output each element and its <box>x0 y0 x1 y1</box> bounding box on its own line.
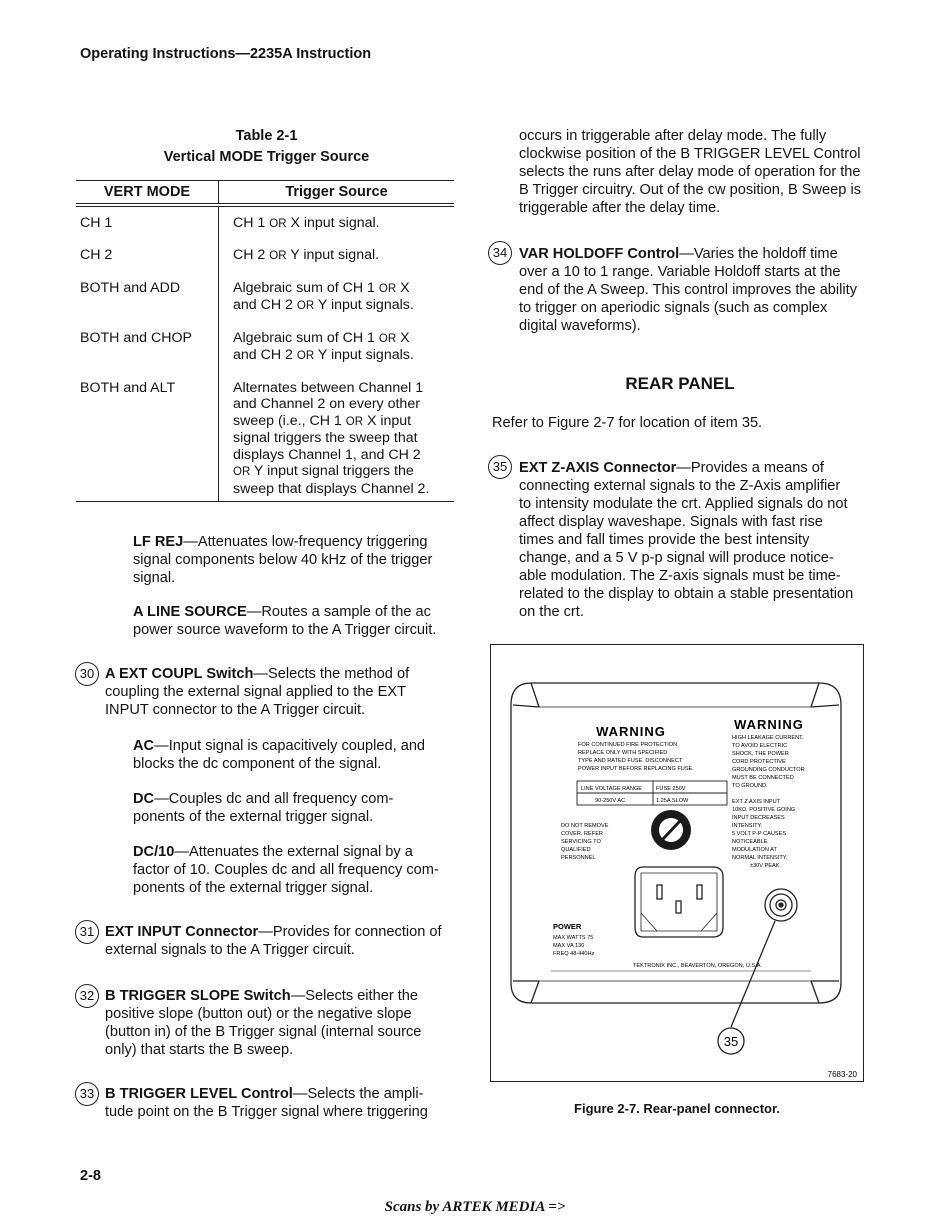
item-number-32: 32 <box>75 984 99 1008</box>
power-title: POWER <box>553 922 582 931</box>
ac-paragraph: AC—Input signal is capacitively coupled, and blocks the dc component of the signal. <box>133 738 426 772</box>
warning-left-title: WARNING <box>596 724 666 739</box>
table-row <box>76 272 454 322</box>
warning-right-line: HIGH LEAKAGE CURRENT. <box>732 735 804 741</box>
service-line: DO NOT REMOVE <box>561 823 609 829</box>
warning-left-line: REPLACE ONLY WITH SPECIFIED <box>578 750 668 756</box>
maker-text: TEKTRONIX INC., BEAVERTON, OREGON, U.S.A. <box>633 963 762 969</box>
figure-caption: Figure 2-7. Rear-panel connector. <box>574 1101 780 1116</box>
zaxis-line: MODULATION AT <box>732 847 777 853</box>
zaxis-line: NOTICEABLE <box>732 839 768 845</box>
item-number-30: 30 <box>75 662 99 686</box>
warning-right-line: TO AVOID ELECTRIC <box>732 743 788 749</box>
source-cell: Alternates between Channel 1 and Channel 2 on every other sweep (i.e., CH 1 OR X input signal triggers the sweep that displays Channel 1, and CH 2 OR Y input signal triggers the sweep that displays Channel 2. <box>219 372 455 502</box>
item-number-35: 35 <box>488 455 512 479</box>
vertical-mode-table <box>76 180 454 502</box>
table-row <box>76 239 454 272</box>
a-line-source-paragraph: A LINE SOURCE—Routes a sample of the ac power source waveform to the A Trigger circuit. <box>133 604 437 638</box>
warning-right-line: GROUNDING CONDUCTOR <box>732 767 805 773</box>
warning-right-line: CORD PROTECTIVE <box>732 759 786 765</box>
rear-panel-heading: REAR PANEL <box>625 374 735 393</box>
page-number: 2-8 <box>80 1168 101 1184</box>
warning-right-title: WARNING <box>734 717 804 732</box>
power-line: MAX WATTS 75 <box>553 935 594 941</box>
callout-35: 35 <box>723 1034 739 1049</box>
dc10-paragraph: DC/10—Attenuates the external signal by a factor of 10. Couples dc and all frequency com- ponents of the external trigger signal. <box>133 844 439 896</box>
item-34-paragraph: VAR HOLDOFF Control—Varies the holdoff time over a 10 to 1 range. Variable Holdoff starts at the end of the A Sweep. This control improves the ability to trigger on aperiodic signals (such as complex digital waveforms). <box>519 246 858 334</box>
source-cell: Algebraic sum of CH 1 OR X and CH 2 OR Y input signals. <box>233 279 414 313</box>
warning-left-line: TYPE AND RATED FUSE. DISCONNECT <box>578 758 683 764</box>
mode-cell: BOTH and ALT <box>76 372 219 502</box>
item-number-31: 31 <box>75 920 99 944</box>
rear-panel-illustration <box>491 645 863 1081</box>
zaxis-line: 10KΩ. POSITIVE GOING <box>732 807 796 813</box>
zaxis-line: 5 VOLT P-P CAUSES <box>732 831 787 837</box>
refer-paragraph: Refer to Figure 2-7 for location of item 35. <box>492 415 763 431</box>
zaxis-line: INPUT DECREASES <box>732 815 785 821</box>
continued-paragraph: occurs in triggerable after delay mode. The fully clockwise position of the B TRIGGER LEVEL Control selects the runs after delay mode of operation for the B Trigger circuitry. Out of the cw position, B Sweep is triggerable after the delay time. <box>519 128 862 216</box>
fuse-table-cell: FUSE 250V <box>656 786 686 792</box>
page-header: Operating Instructions—2235A Instruction <box>80 46 372 62</box>
service-line: PERSONNEL <box>561 855 596 861</box>
zaxis-line: NORMAL INTENSITY. <box>732 855 788 861</box>
table-header-row <box>76 181 454 205</box>
dc-paragraph: DC—Couples dc and all frequency com- ponents of the external trigger signal. <box>133 791 394 825</box>
table-row <box>76 205 454 240</box>
table-subtitle: Vertical MODE Trigger Source <box>163 149 370 165</box>
mode-cell: CH 1 <box>76 205 219 240</box>
zaxis-line: ±30V PEAK <box>750 863 780 869</box>
service-line: QUALIFIED <box>561 847 591 853</box>
mode-cell: CH 2 <box>76 239 219 272</box>
source-cell: CH 2 OR Y input signal. <box>233 247 380 263</box>
footer-credit: Scans by ARTEK MEDIA => <box>384 1199 566 1215</box>
item-35-paragraph: EXT Z-AXIS Connector—Provides a means of connecting external signals to the Z-Axis amplifier to intensity modulate the crt. Applied signals do not affect display waveshape. Signals with fast rise times and fall times provide the best intensity change, and a 5 V p-p signal will produce notice- able modulation. The Z-axis signals must be time- related to the display to obtain a stable presentation on the crt. <box>519 460 854 620</box>
fuse-table-cell: LINE VOLTAGE RANGE <box>581 786 643 792</box>
table-row <box>76 322 454 372</box>
service-line: COVER. REFER <box>561 831 603 837</box>
fuse-table-cell: 90-250V AC <box>595 798 626 804</box>
power-line: MAX VA 130 <box>553 943 585 949</box>
item-31-paragraph: EXT INPUT Connector—Provides for connection of external signals to the A Trigger circuit. <box>105 924 442 958</box>
mode-cell: BOTH and CHOP <box>76 322 219 372</box>
warning-left-line: POWER INPUT BEFORE REPLACING FUSE. <box>578 766 694 772</box>
table-title: Table 2-1 <box>235 128 298 144</box>
service-line: SERVICING TO <box>561 839 601 845</box>
zaxis-line: INTENSITY. <box>732 823 763 829</box>
figure-id: 7683-20 <box>827 1070 857 1079</box>
source-cell: CH 1 OR X input signal. <box>233 214 380 231</box>
warning-right-line: SHOCK, THE POWER <box>732 751 789 757</box>
power-line: FREQ 48-440Hz <box>553 951 595 957</box>
item-number-33: 33 <box>75 1082 99 1106</box>
source-cell: Algebraic sum of CH 1 OR X and CH 2 OR Y input signals. <box>233 329 414 363</box>
zaxis-line: EXT Z AXIS INPUT <box>732 799 781 805</box>
warning-left-line: FOR CONTINUED FIRE PROTECTION <box>578 742 678 748</box>
item-32-paragraph: B TRIGGER SLOPE Switch—Selects either the positive slope (button out) or the negative slope (button in) of the B Trigger signal (internal source only) that starts the B sweep. <box>105 988 422 1058</box>
mode-cell: BOTH and ADD <box>76 272 219 322</box>
header-trigger-source: Trigger Source <box>219 181 455 205</box>
item-30-paragraph: A EXT COUPL Switch—Selects the method of coupling the external signal applied to the EXT INPUT connector to the A Trigger circuit. <box>105 666 410 718</box>
lf-rej-paragraph: LF REJ—Attenuates low-frequency triggering signal components below 40 kHz of the trigger signal. <box>133 534 433 586</box>
table-row <box>76 372 454 502</box>
item-33-paragraph: B TRIGGER LEVEL Control—Selects the ampli- tude point on the B Trigger signal where triggering <box>105 1086 428 1120</box>
figure-frame <box>490 644 864 1082</box>
fuse-table-cell: 1.25A SLOW <box>656 798 689 804</box>
item-number-34: 34 <box>488 241 512 265</box>
header-vert-mode: VERT MODE <box>76 181 219 205</box>
warning-right-line: TO GROUND. <box>732 783 768 789</box>
warning-right-line: MUST BE CONNECTED <box>732 775 794 781</box>
